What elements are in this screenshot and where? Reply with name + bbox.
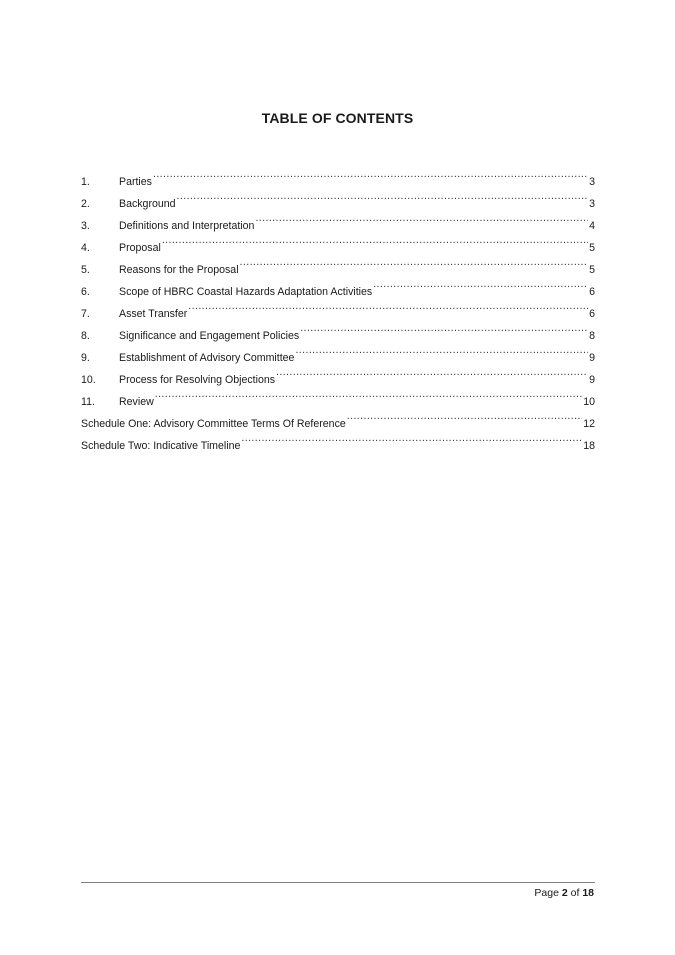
- toc-entry-label: Significance and Engagement Policies: [119, 330, 300, 342]
- toc-entry-number: 3.: [81, 220, 90, 232]
- toc-entry-label: Review: [119, 396, 154, 408]
- toc-dot-leader: [276, 361, 588, 383]
- toc-entry-number: 4.: [81, 242, 90, 254]
- toc-schedule-page: 12: [583, 418, 595, 430]
- toc-entry-label: Background: [119, 198, 176, 210]
- toc-entry-page: 9: [589, 374, 595, 386]
- toc-schedule-label: Schedule Two: Indicative Timeline: [81, 440, 241, 452]
- toc-entry-number: 9.: [81, 352, 90, 364]
- toc-schedule-page: 18: [583, 440, 595, 452]
- toc-entry-page: 8: [589, 330, 595, 342]
- toc-entry-number: 6.: [81, 286, 90, 298]
- toc-entry-label: Process for Resolving Objections: [119, 374, 276, 386]
- toc-dot-leader: [188, 295, 588, 317]
- toc-dot-leader: [240, 251, 589, 273]
- toc-dot-leader: [162, 229, 588, 251]
- toc-entry-1[interactable]: [81, 163, 595, 188]
- toc-dot-leader: [241, 427, 582, 449]
- toc-entry-number: 10.: [81, 374, 96, 386]
- toc-entry-page: 4: [589, 220, 595, 232]
- toc-entry-label: Definitions and Interpretation: [119, 220, 255, 232]
- toc-entry-label: Scope of HBRC Coastal Hazards Adaptation Activities: [119, 286, 373, 298]
- toc-entry-label: Parties: [119, 176, 152, 188]
- toc-entry-label: Proposal: [119, 242, 161, 254]
- table-of-contents: [81, 163, 595, 452]
- page-title: TABLE OF CONTENTS: [261, 110, 414, 126]
- toc-dot-leader: [347, 405, 582, 427]
- toc-entry-page: 6: [589, 286, 595, 298]
- toc-entry-page: 6: [589, 308, 595, 320]
- toc-entry-2[interactable]: [81, 185, 595, 210]
- toc-entry-number: 7.: [81, 308, 90, 320]
- toc-entry-page: 3: [589, 176, 595, 188]
- toc-entry-page: 5: [589, 242, 595, 254]
- total-page-count: 18: [582, 887, 594, 899]
- page-of-label: of: [567, 887, 583, 899]
- toc-entry-label: Reasons for the Proposal: [119, 264, 239, 276]
- toc-entry-page: 9: [589, 352, 595, 364]
- page-number-footer: [0, 887, 594, 899]
- toc-dot-leader: [295, 339, 588, 361]
- toc-entry-number: 11.: [81, 396, 95, 408]
- current-page-number: 2: [561, 887, 568, 899]
- toc-dot-leader: [155, 383, 582, 405]
- toc-dot-leader: [300, 317, 588, 339]
- toc-entry-number: 8.: [81, 330, 90, 342]
- toc-entry-label: Establishment of Advisory Committee: [119, 352, 295, 364]
- toc-entry-page: 5: [589, 264, 595, 276]
- toc-schedule-one[interactable]: [81, 405, 595, 430]
- toc-entry-number: 5.: [81, 264, 90, 276]
- toc-entry-label: Asset Transfer: [119, 308, 188, 320]
- toc-entry-page: 10: [583, 396, 595, 408]
- footer-divider: [81, 882, 595, 883]
- page-label: Page: [534, 887, 562, 899]
- toc-schedule-label: Schedule One: Advisory Committee Terms Of Reference: [81, 418, 346, 430]
- toc-dot-leader: [177, 185, 589, 207]
- toc-dot-leader: [153, 163, 588, 185]
- toc-dot-leader: [373, 273, 588, 295]
- toc-dot-leader: [255, 207, 588, 229]
- toc-entry-page: 3: [589, 198, 595, 210]
- toc-entry-number: 2.: [81, 198, 90, 210]
- toc-entry-number: 1.: [81, 176, 90, 188]
- toc-entry-11[interactable]: [81, 383, 595, 408]
